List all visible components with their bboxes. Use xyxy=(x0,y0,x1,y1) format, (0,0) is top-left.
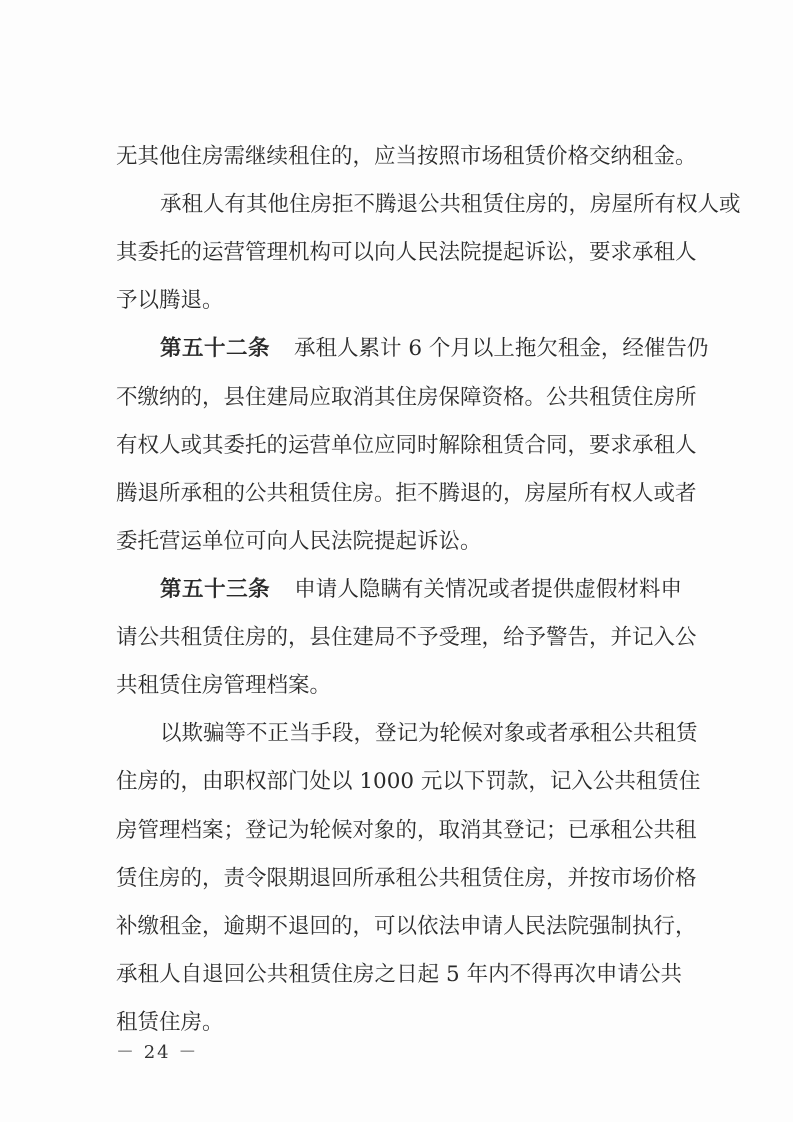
article-number: 第五十二条 xyxy=(160,336,271,362)
article-line xyxy=(160,332,709,366)
text-line: 有权人或其委托的运营单位应同时解除租赁合同，要求承租人 xyxy=(116,432,697,458)
article-number: 第五十三条 xyxy=(160,577,271,602)
text-line: 予以腾退。 xyxy=(116,288,224,314)
text-line: 请公共租赁住房的，县住建局不予受理，给予警告，并记入公 xyxy=(116,625,697,651)
text-line: 租赁住房。 xyxy=(116,1010,224,1035)
text-line: 腾退所承租的公共租赁住房。拒不腾退的，房屋所有权人或者 xyxy=(116,480,697,506)
text-line: 承租人有其他住房拒不腾退公共租赁住房的，房屋所有权人或 xyxy=(160,192,741,218)
text-line: 补缴租金，逾期不退回的，可以依法申请人民法院强制执行， xyxy=(116,913,697,939)
text-line: 住房的，由职权部门处以 1000 元以下罚款，记入公共租赁住 xyxy=(116,769,701,795)
article-text: 承租人累计 6 个月以上拖欠租金，经催告仍 xyxy=(294,336,709,362)
text-line: 委托营运单位可向人民法院提起诉讼。 xyxy=(116,528,482,554)
text-line: 赁住房的，责令限期退回所承租公共租赁住房，并按市场价格 xyxy=(116,865,697,891)
text-line: 以欺骗等不正当手段，登记为轮候对象或者承租公共租赁 xyxy=(160,721,698,747)
text-line: 承租人自退回公共租赁住房之日起 5 年内不得再次申请公共 xyxy=(116,961,682,987)
text-line: 无其他住房需继续租住的，应当按照市场租赁价格交纳租金。 xyxy=(116,144,697,169)
text-line: 房管理档案；登记为轮候对象的，取消其登记；已承租公共租 xyxy=(116,817,697,843)
text-line: 其委托的运营管理机构可以向人民法院提起诉讼，要求承租人 xyxy=(116,240,697,266)
article-line xyxy=(160,573,682,607)
page-number: － 24 － xyxy=(116,1042,199,1063)
text-line: 不缴纳的，县住建局应取消其住房保障资格。公共租赁住房所 xyxy=(116,384,697,410)
text-line: 共租赁住房管理档案。 xyxy=(116,673,332,699)
article-text: 申请人隐瞒有关情况或者提供虚假材料申 xyxy=(294,577,682,602)
